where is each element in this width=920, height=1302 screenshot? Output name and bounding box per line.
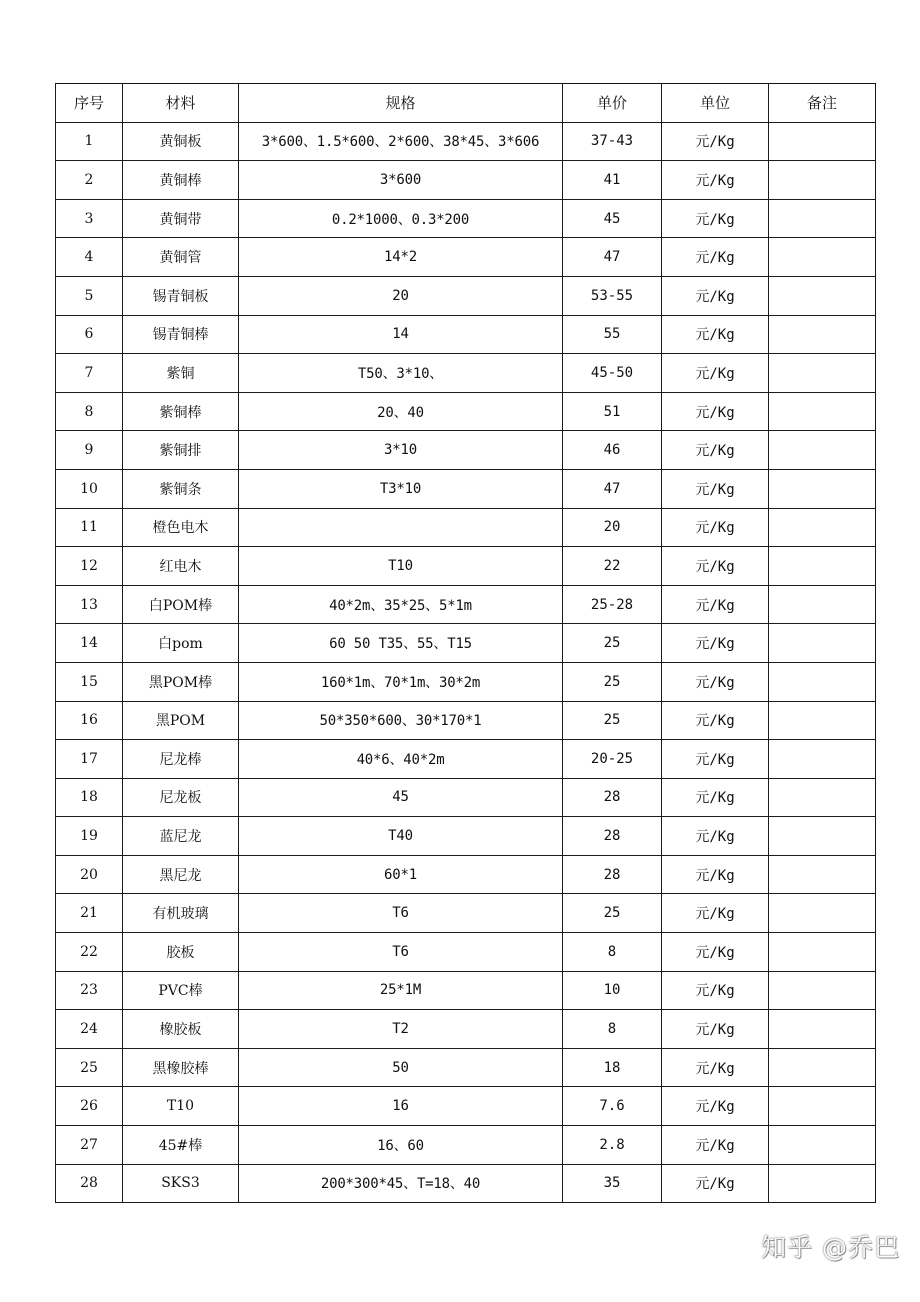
cell-unit: 元/Kg: [662, 238, 769, 277]
cell-index: 15: [56, 662, 123, 701]
cell-note: [769, 1126, 876, 1165]
cell-index: 11: [56, 508, 123, 547]
cell-spec: 0.2*1000、0.3*200: [239, 199, 563, 238]
cell-index: 12: [56, 547, 123, 586]
cell-price: 20: [563, 508, 662, 547]
cell-unit: 元/Kg: [662, 933, 769, 972]
cell-index: 5: [56, 276, 123, 315]
cell-unit: 元/Kg: [662, 662, 769, 701]
table-row: [56, 354, 876, 393]
cell-material: 橙色电木: [123, 508, 239, 547]
cell-material: SKS3: [123, 1164, 239, 1203]
cell-spec: 16、60: [239, 1126, 563, 1165]
cell-material: 红电木: [123, 547, 239, 586]
cell-note: [769, 740, 876, 779]
cell-index: 22: [56, 933, 123, 972]
cell-unit: 元/Kg: [662, 161, 769, 200]
cell-note: [769, 855, 876, 894]
cell-material: 紫铜条: [123, 469, 239, 508]
cell-spec: 20、40: [239, 392, 563, 431]
cell-price: 25: [563, 624, 662, 663]
cell-spec: 50*350*600、30*170*1: [239, 701, 563, 740]
cell-price: 22: [563, 547, 662, 586]
cell-note: [769, 1048, 876, 1087]
cell-index: 28: [56, 1164, 123, 1203]
cell-note: [769, 354, 876, 393]
cell-note: [769, 238, 876, 277]
cell-spec: 3*10: [239, 431, 563, 470]
cell-note: [769, 431, 876, 470]
cell-price: 8: [563, 933, 662, 972]
cell-unit: 元/Kg: [662, 315, 769, 354]
header-unit: 单位: [662, 84, 769, 123]
table-row: [56, 431, 876, 470]
cell-note: [769, 547, 876, 586]
cell-spec: T40: [239, 817, 563, 856]
cell-note: [769, 701, 876, 740]
cell-material: 黄铜棒: [123, 161, 239, 200]
cell-note: [769, 971, 876, 1010]
cell-spec: 40*2m、35*25、5*1m: [239, 585, 563, 624]
cell-material: 白POM棒: [123, 585, 239, 624]
table-row: [56, 1010, 876, 1049]
cell-unit: 元/Kg: [662, 1048, 769, 1087]
cell-index: 16: [56, 701, 123, 740]
cell-unit: 元/Kg: [662, 778, 769, 817]
cell-price: 47: [563, 238, 662, 277]
cell-material: 锡青铜板: [123, 276, 239, 315]
cell-spec: [239, 508, 563, 547]
table-row: [56, 238, 876, 277]
cell-unit: 元/Kg: [662, 1010, 769, 1049]
table-row: [56, 547, 876, 586]
cell-material: 紫铜棒: [123, 392, 239, 431]
cell-index: 9: [56, 431, 123, 470]
cell-index: 3: [56, 199, 123, 238]
cell-spec: T2: [239, 1010, 563, 1049]
cell-unit: 元/Kg: [662, 547, 769, 586]
cell-index: 21: [56, 894, 123, 933]
table-row: [56, 1126, 876, 1165]
cell-index: 19: [56, 817, 123, 856]
watermark: 知乎 @乔巴: [761, 1233, 900, 1262]
table-row: [56, 624, 876, 663]
cell-unit: 元/Kg: [662, 469, 769, 508]
header-spec: 规格: [239, 84, 563, 123]
cell-note: [769, 894, 876, 933]
table-row: [56, 1087, 876, 1126]
cell-spec: 3*600、1.5*600、2*600、38*45、3*606: [239, 122, 563, 161]
cell-spec: T6: [239, 894, 563, 933]
cell-material: 尼龙板: [123, 778, 239, 817]
cell-note: [769, 1164, 876, 1203]
cell-note: [769, 1087, 876, 1126]
cell-index: 8: [56, 392, 123, 431]
cell-index: 14: [56, 624, 123, 663]
cell-note: [769, 624, 876, 663]
cell-unit: 元/Kg: [662, 817, 769, 856]
cell-price: 2.8: [563, 1126, 662, 1165]
table-row: [56, 933, 876, 972]
cell-spec: 14*2: [239, 238, 563, 277]
cell-material: 黄铜带: [123, 199, 239, 238]
cell-material: 橡胶板: [123, 1010, 239, 1049]
cell-price: 25-28: [563, 585, 662, 624]
cell-note: [769, 199, 876, 238]
table-row: [56, 508, 876, 547]
table-row: [56, 817, 876, 856]
cell-price: 25: [563, 701, 662, 740]
cell-price: 20-25: [563, 740, 662, 779]
cell-index: 23: [56, 971, 123, 1010]
cell-spec: 40*6、40*2m: [239, 740, 563, 779]
cell-material: 蓝尼龙: [123, 817, 239, 856]
cell-note: [769, 469, 876, 508]
cell-unit: 元/Kg: [662, 122, 769, 161]
cell-index: 20: [56, 855, 123, 894]
cell-price: 28: [563, 778, 662, 817]
cell-index: 1: [56, 122, 123, 161]
cell-index: 7: [56, 354, 123, 393]
cell-price: 25: [563, 894, 662, 933]
cell-index: 25: [56, 1048, 123, 1087]
cell-price: 35: [563, 1164, 662, 1203]
cell-note: [769, 817, 876, 856]
cell-price: 37-43: [563, 122, 662, 161]
cell-note: [769, 933, 876, 972]
table-row: [56, 1164, 876, 1203]
cell-index: 26: [56, 1087, 123, 1126]
cell-price: 10: [563, 971, 662, 1010]
cell-index: 10: [56, 469, 123, 508]
cell-index: 18: [56, 778, 123, 817]
cell-index: 27: [56, 1126, 123, 1165]
table-row: [56, 701, 876, 740]
cell-unit: 元/Kg: [662, 971, 769, 1010]
cell-unit: 元/Kg: [662, 199, 769, 238]
cell-spec: T10: [239, 547, 563, 586]
cell-unit: 元/Kg: [662, 1126, 769, 1165]
cell-unit: 元/Kg: [662, 508, 769, 547]
cell-note: [769, 392, 876, 431]
cell-spec: T3*10: [239, 469, 563, 508]
cell-price: 45: [563, 199, 662, 238]
cell-material: 白pom: [123, 624, 239, 663]
header-index: 序号: [56, 84, 123, 123]
cell-material: 黑POM: [123, 701, 239, 740]
table-row: [56, 855, 876, 894]
cell-material: PVC棒: [123, 971, 239, 1010]
cell-note: [769, 508, 876, 547]
cell-unit: 元/Kg: [662, 1164, 769, 1203]
cell-price: 28: [563, 817, 662, 856]
cell-index: 24: [56, 1010, 123, 1049]
cell-unit: 元/Kg: [662, 855, 769, 894]
cell-note: [769, 1010, 876, 1049]
cell-material: T10: [123, 1087, 239, 1126]
cell-spec: 60 50 T35、55、T15: [239, 624, 563, 663]
table-body: [56, 122, 876, 1203]
cell-unit: 元/Kg: [662, 894, 769, 933]
cell-note: [769, 122, 876, 161]
cell-price: 53-55: [563, 276, 662, 315]
cell-material: 黄铜管: [123, 238, 239, 277]
cell-material: 黑POM棒: [123, 662, 239, 701]
cell-unit: 元/Kg: [662, 701, 769, 740]
cell-note: [769, 778, 876, 817]
cell-unit: 元/Kg: [662, 740, 769, 779]
cell-spec: 20: [239, 276, 563, 315]
cell-spec: 200*300*45、T=18、40: [239, 1164, 563, 1203]
table-row: [56, 199, 876, 238]
cell-material: 有机玻璃: [123, 894, 239, 933]
cell-note: [769, 585, 876, 624]
cell-spec: 16: [239, 1087, 563, 1126]
cell-index: 13: [56, 585, 123, 624]
cell-price: 47: [563, 469, 662, 508]
cell-price: 8: [563, 1010, 662, 1049]
cell-spec: T6: [239, 933, 563, 972]
cell-price: 28: [563, 855, 662, 894]
cell-spec: 14: [239, 315, 563, 354]
cell-price: 25: [563, 662, 662, 701]
cell-material: 紫铜排: [123, 431, 239, 470]
cell-note: [769, 315, 876, 354]
cell-material: 胶板: [123, 933, 239, 972]
cell-index: 17: [56, 740, 123, 779]
table-row: [56, 392, 876, 431]
cell-unit: 元/Kg: [662, 276, 769, 315]
cell-price: 46: [563, 431, 662, 470]
table-row: [56, 894, 876, 933]
cell-unit: 元/Kg: [662, 624, 769, 663]
cell-unit: 元/Kg: [662, 585, 769, 624]
table-row: [56, 161, 876, 200]
table-row: [56, 276, 876, 315]
cell-price: 18: [563, 1048, 662, 1087]
cell-index: 4: [56, 238, 123, 277]
table-row: [56, 469, 876, 508]
table-row: [56, 740, 876, 779]
cell-price: 55: [563, 315, 662, 354]
cell-material: 尼龙棒: [123, 740, 239, 779]
header-note: 备注: [769, 84, 876, 123]
cell-material: 45#棒: [123, 1126, 239, 1165]
cell-price: 41: [563, 161, 662, 200]
cell-spec: 160*1m、70*1m、30*2m: [239, 662, 563, 701]
cell-material: 紫铜: [123, 354, 239, 393]
cell-spec: T50、3*10、: [239, 354, 563, 393]
cell-unit: 元/Kg: [662, 392, 769, 431]
table-row: [56, 1048, 876, 1087]
table-row: [56, 971, 876, 1010]
cell-spec: 3*600: [239, 161, 563, 200]
cell-price: 51: [563, 392, 662, 431]
cell-price: 45-50: [563, 354, 662, 393]
table-row: [56, 122, 876, 161]
cell-spec: 50: [239, 1048, 563, 1087]
cell-unit: 元/Kg: [662, 431, 769, 470]
table-row: [56, 585, 876, 624]
cell-material: 锡青铜棒: [123, 315, 239, 354]
cell-spec: 60*1: [239, 855, 563, 894]
cell-unit: 元/Kg: [662, 354, 769, 393]
cell-spec: 45: [239, 778, 563, 817]
cell-material: 黑尼龙: [123, 855, 239, 894]
cell-note: [769, 276, 876, 315]
cell-material: 黑橡胶棒: [123, 1048, 239, 1087]
cell-note: [769, 662, 876, 701]
header-price: 单价: [563, 84, 662, 123]
cell-unit: 元/Kg: [662, 1087, 769, 1126]
table-row: [56, 778, 876, 817]
cell-spec: 25*1M: [239, 971, 563, 1010]
cell-price: 7.6: [563, 1087, 662, 1126]
cell-note: [769, 161, 876, 200]
cell-index: 2: [56, 161, 123, 200]
cell-index: 6: [56, 315, 123, 354]
table-row: [56, 662, 876, 701]
cell-material: 黄铜板: [123, 122, 239, 161]
header-material: 材料: [123, 84, 239, 123]
table-row: [56, 315, 876, 354]
material-price-table: [55, 83, 876, 1203]
table-header-row: [56, 84, 876, 123]
